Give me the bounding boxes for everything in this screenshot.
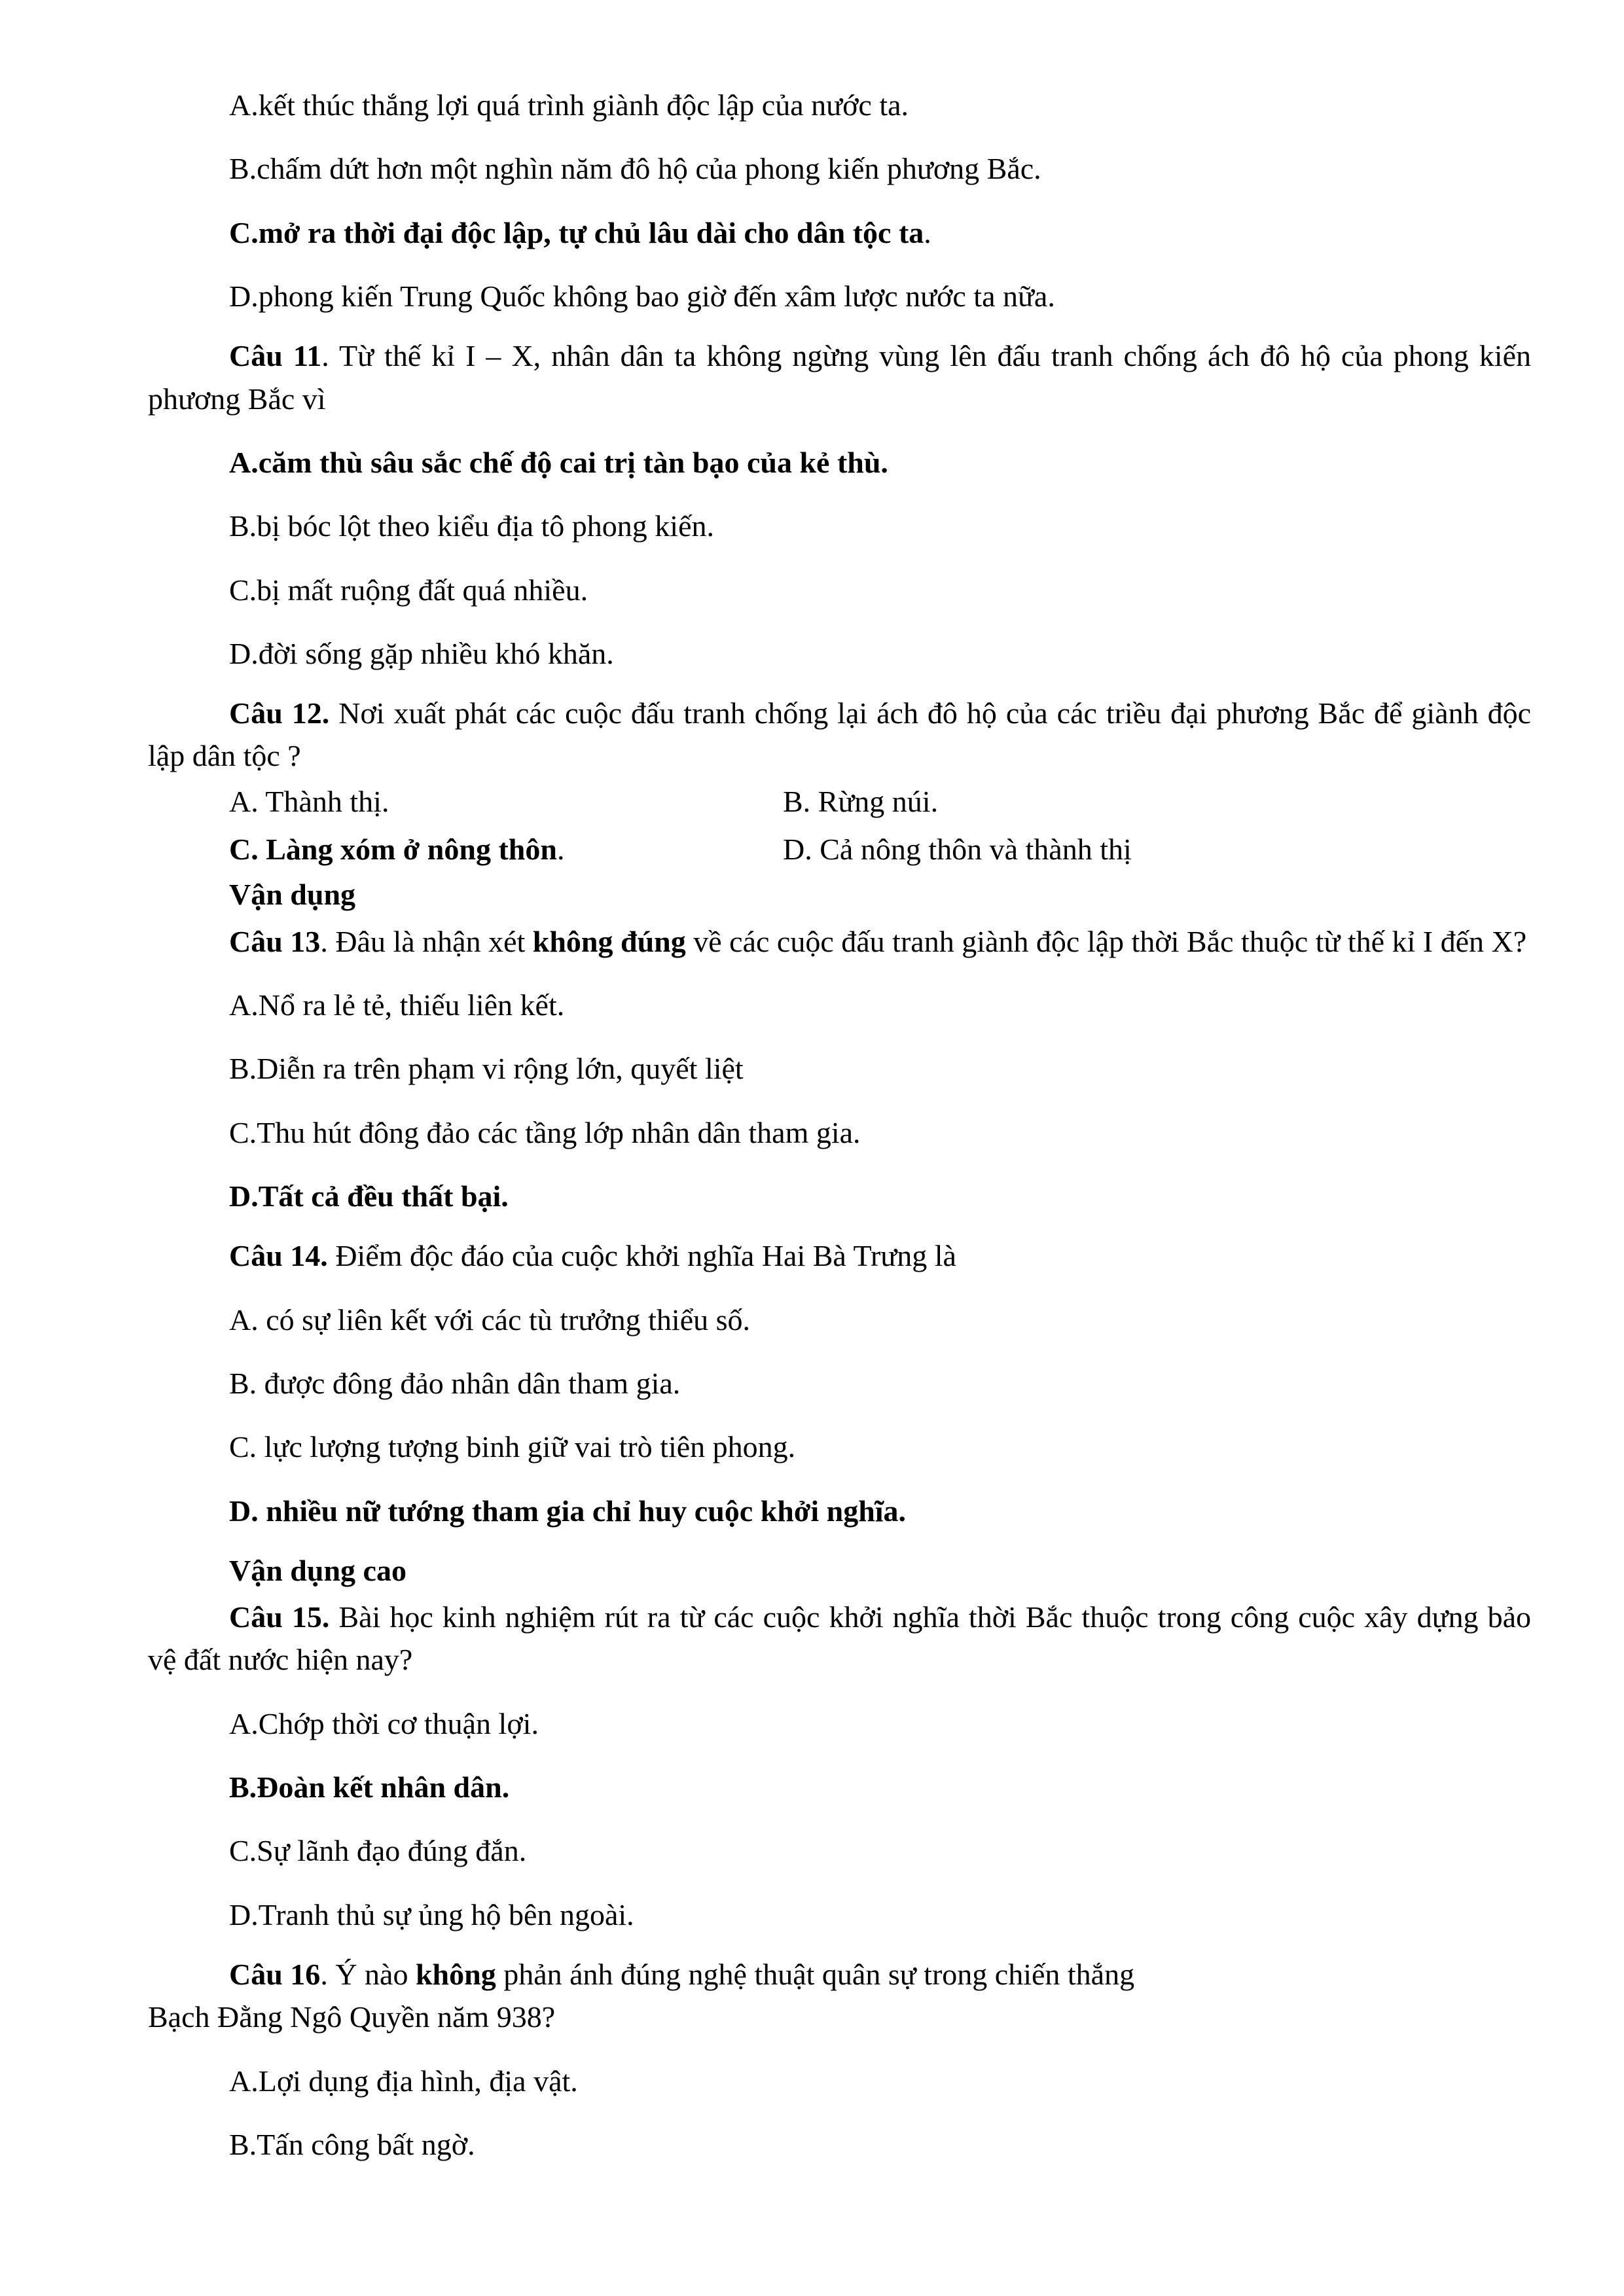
text-run: phản ánh đúng nghệ thuật quân sự trong chiến thắng bbox=[496, 1958, 1135, 1991]
text-run: Vận dụng cao bbox=[229, 1553, 406, 1587]
text-run: A.Nổ ra lẻ tẻ, thiếu liên kết. bbox=[229, 988, 565, 1022]
text-run: Câu 15. bbox=[229, 1600, 330, 1634]
text-run: B.bị bóc lột theo kiểu địa tô phong kiến. bbox=[229, 509, 715, 543]
answer-option bbox=[148, 1111, 1531, 1154]
answer-option bbox=[229, 780, 783, 823]
section-heading bbox=[148, 1549, 1531, 1592]
answer-option bbox=[148, 505, 1531, 547]
text-run: A.Lợi dụng địa hình, địa vật. bbox=[229, 2064, 578, 2098]
text-run: D.Tất cả đều thất bại. bbox=[229, 1179, 509, 1213]
text-run: A.kết thúc thắng lợi quá trình giành độc lập của nước ta. bbox=[229, 88, 909, 122]
answer-option bbox=[148, 1702, 1531, 1745]
text-run: B.Đoàn kết nhân dân. bbox=[229, 1770, 510, 1804]
question-paragraph bbox=[148, 1596, 1531, 1681]
text-run: D.đời sống gặp nhiều khó khăn. bbox=[229, 636, 614, 670]
answer-option bbox=[148, 1490, 1531, 1532]
text-run: . bbox=[924, 215, 931, 249]
text-run: về các cuộc đấu tranh giành độc lập thời Bắc thuộc từ thế kỉ I đến X? bbox=[685, 924, 1527, 958]
text-run: C.mở ra thời đại độc lập, tự chủ lâu dài cho dân tộc ta bbox=[229, 215, 924, 249]
text-run: D. Cả nông thôn và thành thị bbox=[783, 833, 1132, 867]
text-run: B. Rừng núi. bbox=[783, 784, 939, 818]
text-run: B. được đông đảo nhân dân tham gia. bbox=[229, 1366, 681, 1400]
text-run: D.phong kiến Trung Quốc không bao giờ đến xâm lược nước ta nữa. bbox=[229, 279, 1055, 313]
answer-option bbox=[148, 2060, 1531, 2102]
answer-option bbox=[148, 2123, 1531, 2166]
text-run: C. Làng xóm ở nông thôn bbox=[229, 833, 557, 867]
answer-option-row bbox=[148, 828, 1531, 870]
text-run: . Ý nào bbox=[320, 1958, 416, 1991]
answer-option bbox=[148, 147, 1531, 190]
text-run: D.Tranh thủ sự ủng hộ bên ngoài. bbox=[229, 1897, 634, 1931]
text-run: C. lực lượng tượng binh giữ vai trò tiên phong. bbox=[229, 1430, 796, 1464]
text-run: Bạch Đằng Ngô Quyền năm 938? bbox=[148, 2000, 556, 2034]
text-run: Câu 13 bbox=[229, 924, 321, 958]
text-run: . Đâu là nhận xét bbox=[320, 924, 533, 958]
answer-option bbox=[148, 984, 1531, 1026]
text-run: B.Diễn ra trên phạm vi rộng lớn, quyết liệt bbox=[229, 1052, 744, 1086]
text-run: A.Chớp thời cơ thuận lợi. bbox=[229, 1706, 539, 1740]
answer-option bbox=[229, 828, 783, 870]
text-run: C.bị mất ruộng đất quá nhiều. bbox=[229, 573, 588, 607]
answer-option bbox=[148, 632, 1531, 675]
text-run: D. nhiều nữ tướng tham gia chỉ huy cuộc khởi nghĩa. bbox=[229, 1494, 907, 1528]
answer-option-row bbox=[148, 780, 1531, 823]
text-run: Bài học kinh nghiệm rút ra từ các cuộc khởi nghĩa thời Bắc thuộc trong công cuộc xây dựng bảo vệ đất nước hiện nay? bbox=[148, 1600, 1531, 1677]
text-run: Câu 16 bbox=[229, 1958, 321, 1991]
question-paragraph bbox=[148, 334, 1531, 420]
question-paragraph bbox=[148, 1234, 1531, 1277]
question-paragraph bbox=[148, 692, 1531, 778]
answer-option bbox=[148, 1893, 1531, 1936]
text-run: Nơi xuất phát các cuộc đấu tranh chống lại ách đô hộ của các triều đại phương Bắc để giành độc lập dân tộc ? bbox=[148, 696, 1531, 773]
text-run: Câu 12. bbox=[229, 696, 330, 730]
answer-option bbox=[148, 1766, 1531, 1808]
text-run: Vận dụng bbox=[229, 878, 356, 912]
text-run: . Từ thế kỉ I – X, nhân dân ta không ngừng vùng lên đấu tranh chống ách đô hộ của phong kiến phương Bắc vì bbox=[148, 339, 1531, 416]
question-paragraph bbox=[148, 1953, 1531, 2039]
answer-option bbox=[148, 1299, 1531, 1341]
text-run: C.Thu hút đông đảo các tầng lớp nhân dân tham gia. bbox=[229, 1115, 861, 1149]
text-run: B.Tấn công bất ngờ. bbox=[229, 2127, 475, 2161]
text-run: B.chấm dứt hơn một nghìn năm đô hộ của phong kiến phương Bắc. bbox=[229, 152, 1041, 186]
answer-option bbox=[148, 1426, 1531, 1468]
answer-option bbox=[148, 1362, 1531, 1405]
answer-option bbox=[148, 1175, 1531, 1217]
answer-option bbox=[783, 780, 938, 823]
text-run: không đúng bbox=[532, 924, 686, 958]
text-run: C.Sự lãnh đạo đúng đắn. bbox=[229, 1834, 527, 1868]
answer-option bbox=[148, 569, 1531, 611]
text-run: Câu 14. bbox=[229, 1239, 328, 1273]
section-heading bbox=[148, 873, 1531, 916]
text-run: Điểm độc đáo của cuộc khởi nghĩa Hai Bà Trưng là bbox=[327, 1239, 956, 1273]
answer-option bbox=[148, 1047, 1531, 1090]
answer-option bbox=[783, 828, 1132, 870]
question-paragraph bbox=[148, 920, 1531, 963]
answer-option bbox=[148, 84, 1531, 126]
text-run: A. có sự liên kết với các tù trưởng thiểu số. bbox=[229, 1302, 751, 1336]
text-run: không bbox=[415, 1958, 496, 1991]
text-run: Câu 11 bbox=[229, 339, 322, 373]
text-run: A.căm thù sâu sắc chế độ cai trị tàn bạo của kẻ thù. bbox=[229, 445, 888, 479]
answer-option bbox=[148, 1829, 1531, 1872]
answer-option bbox=[148, 275, 1531, 317]
answer-option bbox=[148, 441, 1531, 484]
answer-option bbox=[148, 211, 1531, 254]
text-run: . bbox=[556, 833, 565, 867]
text-run: A. Thành thị. bbox=[229, 784, 389, 818]
